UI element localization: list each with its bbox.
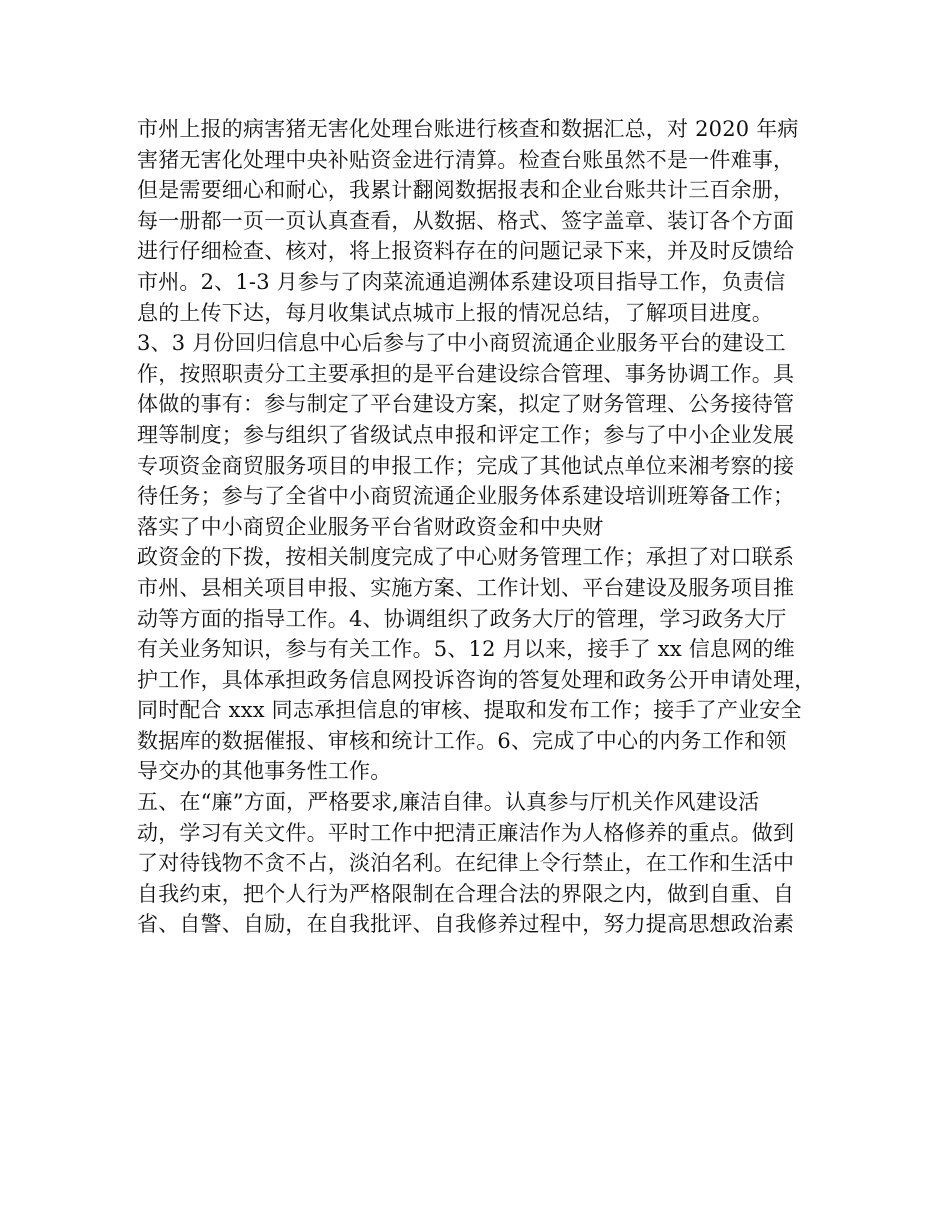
text-line: 市州。2、1-3 月参与了肉菜流通追溯体系建设项目指导工作，负责信 [137,269,786,294]
text-line: 市州、县相关项目申报、实施方案、工作计划、平台建设及服务项目推 [137,575,795,600]
text-line: 数据库的数据催报、审核和统计工作。6、完成了中心的内务工作和领 [137,728,787,753]
text-line: 进行仔细检查、核对，将上报资料存在的问题记录下来，并及时反馈给 [137,239,795,264]
text-line: 同时配合 xxx 同志承担信息的审核、提取和发布工作；接手了产业安全 [137,698,802,723]
body-text [137,114,827,940]
text-line: 护工作，具体承担政务信息网投诉咨询的答复处理和政务公开申请处理， [137,667,816,692]
text-line: 理等制度；参与组织了省级试点申报和评定工作；参与了中小企业发展 [137,422,795,447]
text-line: 有关业务知识，参与有关工作。5、12 月以来，接手了 xx 信息网的维 [137,637,795,662]
text-line: 动，学习有关文件。平时工作中把清正廉洁作为人格修养的重点。做到 [137,820,795,845]
text-line: 3、3 月份回归信息中心后参与了中小商贸流通企业服务平台的建设工 [137,331,786,356]
text-line: 害猪无害化处理中央补贴资金进行清算。检查台账虽然不是一件难事， [137,147,795,172]
text-line: 每一册都一页一页认真查看，从数据、格式、签字盖章、装订各个方面 [137,208,795,233]
text-line: 待任务；参与了全省中小商贸流通企业服务体系建设培训班筹备工作； [137,484,795,509]
text-line: 作，按照职责分工主要承担的是平台建设综合管理、事务协调工作。具 [137,361,795,386]
text-line: 体做的事有：参与制定了平台建设方案，拟定了财务管理、公务接待管 [137,392,795,417]
text-line: 五、在“廉”方面，严格要求,廉洁自律。认真参与厅机关作风建设活 [137,790,760,815]
text-line: 导交办的其他事务性工作。 [137,759,392,784]
text-line: 专项资金商贸服务项目的申报工作；完成了其他试点单位来湘考察的接 [137,453,795,478]
text-line: 息的上传下达，每月收集试点城市上报的情况总结，了解项目进度。 [137,300,773,325]
text-line: 自我约束，把个人行为严格限制在合理合法的界限之内，做到自重、自 [137,881,795,906]
text-line: 落实了中小商贸企业服务平台省财政资金和中央财 [137,514,604,539]
text-line: 省、自警、自励，在自我批评、自我修养过程中，努力提高思想政治素 [137,912,795,937]
text-line: 但是需要细心和耐心，我累计翻阅数据报表和企业台账共计三百余册， [137,178,795,203]
text-line: 政资金的下拨，按相关制度完成了中心财务管理工作；承担了对口联系 [137,545,795,570]
text-line: 动等方面的指导工作。4、协调组织了政务大厅的管理，学习政务大厅 [137,606,787,631]
text-line: 了对待钱物不贪不占，淡泊名利。在纪律上令行禁止，在工作和生活中 [137,851,795,876]
text-line: 市州上报的病害猪无害化处理台账进行核查和数据汇总，对 2020 年病 [137,117,799,141]
